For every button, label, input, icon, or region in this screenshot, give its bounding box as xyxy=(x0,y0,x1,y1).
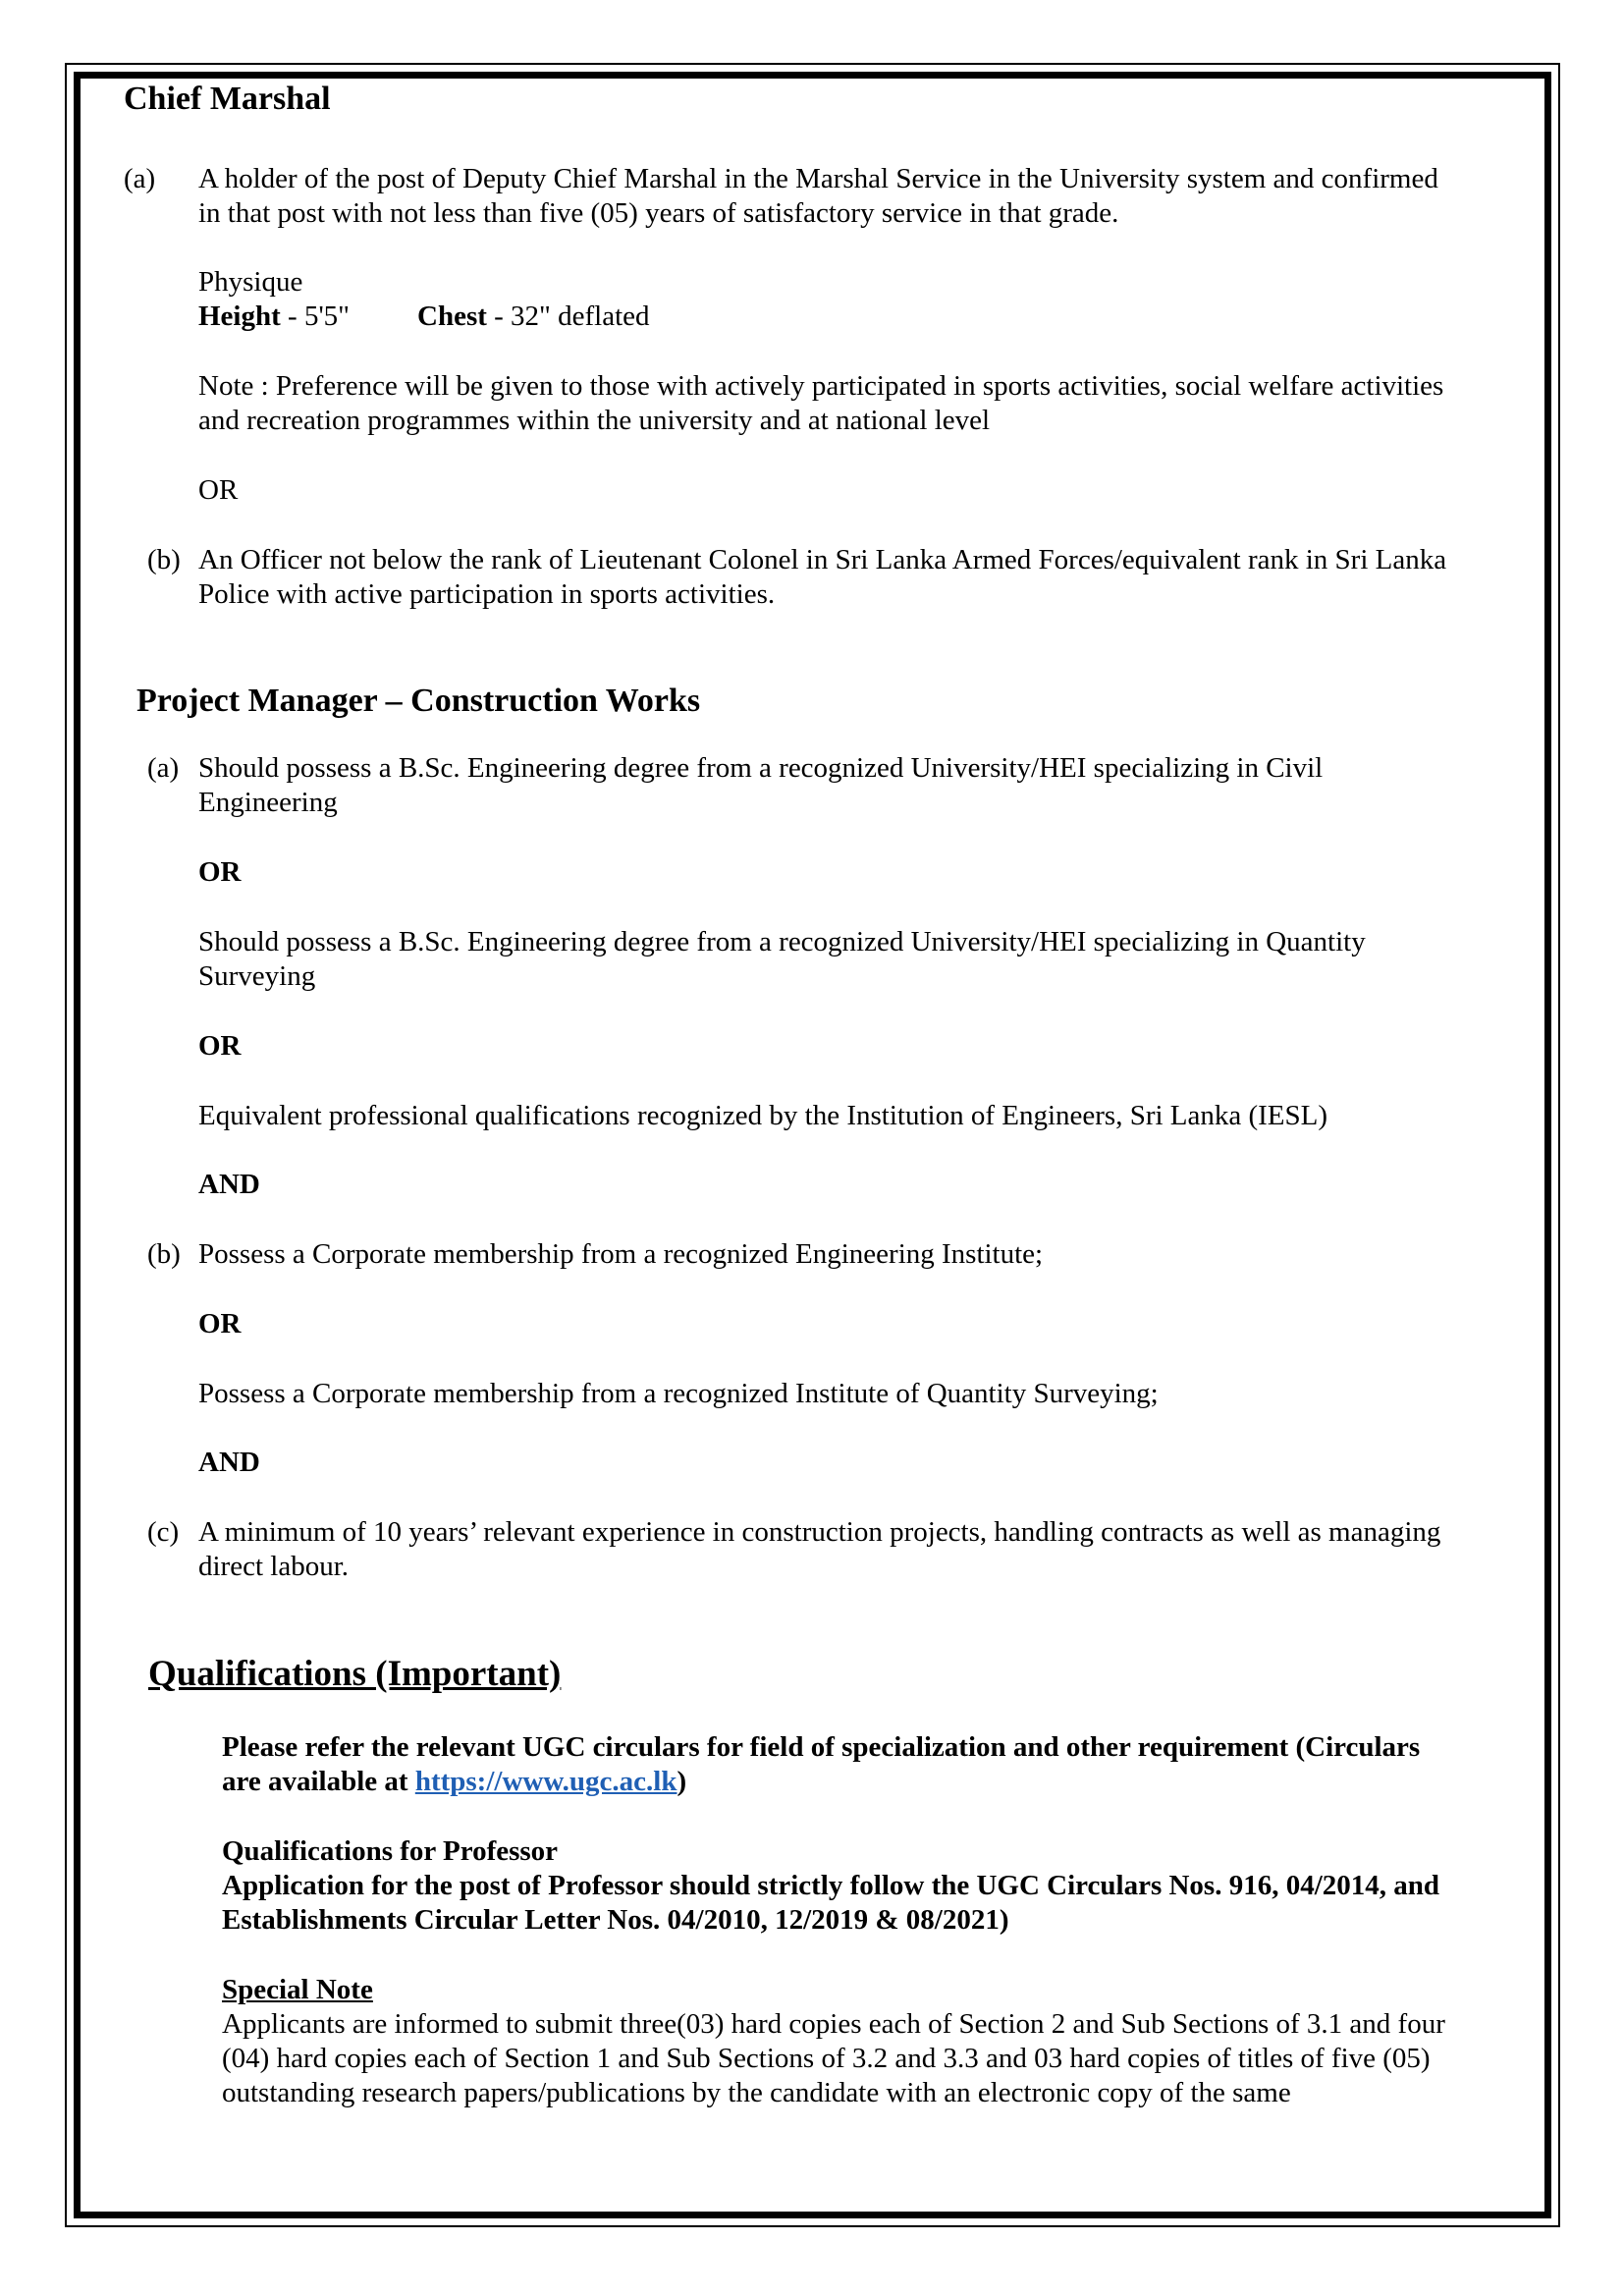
pm-c-line1: A minimum of 10 years’ relevant experience in construction projects, handling contracts as well as managing xyxy=(198,1516,1441,1548)
pm-a2-line2: Surveying xyxy=(198,960,316,992)
height-requirement xyxy=(198,300,350,334)
pm-b2: Possess a Corporate membership from a recognized Institute of Quantity Surveying; xyxy=(198,1378,1159,1409)
refer-line2-prefix: are available at xyxy=(222,1766,415,1797)
pm-c-marker: (c) xyxy=(147,1516,180,1548)
pm-and-1: AND xyxy=(198,1169,260,1200)
chief-marshal-a-line2: in that post with not less than five (05) years of satisfactory service in that grade. xyxy=(198,197,1119,229)
professor-line2: Establishments Circular Letter Nos. 04/2010, 12/2019 & 08/2021) xyxy=(222,1904,1009,1936)
pm-a-marker: (a) xyxy=(147,752,180,784)
pm-b1: Possess a Corporate membership from a recognized Engineering Institute; xyxy=(198,1238,1044,1270)
refer-line2-suffix: ) xyxy=(677,1766,687,1797)
pm-or-3: OR xyxy=(198,1308,242,1339)
refer-line2 xyxy=(222,1765,686,1799)
pm-a1-line2: Engineering xyxy=(198,787,338,818)
pm-b-marker: (b) xyxy=(147,1238,181,1270)
pm-c-line2: direct labour. xyxy=(198,1551,350,1582)
pm-a1-line1: Should possess a B.Sc. Engineering degree from a recognized University/HEI specializing in Civil xyxy=(198,752,1324,784)
chest-requirement xyxy=(417,300,650,334)
special-note-line2: (04) hard copies each of Section 1 and Sub Sections of 3.2 and 3.3 and 03 hard copies of titles of five (05) xyxy=(222,2043,1431,2074)
pm-or-1: OR xyxy=(198,856,242,888)
note-line1: Note : Preference will be given to those with actively participated in sports activities, social welfare activities xyxy=(198,370,1444,402)
special-note-line1: Applicants are informed to submit three(03) hard copies each of Section 2 and Sub Sections of 3.1 and four xyxy=(222,2008,1445,2040)
pm-a3: Equivalent professional qualifications recognized by the Institution of Engineers, Sri Lanka (IESL) xyxy=(198,1100,1328,1131)
chief-marshal-or: OR xyxy=(198,474,239,506)
chest-label: Chest xyxy=(417,301,487,332)
physique-label: Physique xyxy=(198,266,303,298)
chief-marshal-a-marker: (a) xyxy=(124,163,156,194)
pm-or-2: OR xyxy=(198,1030,242,1062)
chief-marshal-b-line1: An Officer not below the rank of Lieutenant Colonel in Sri Lanka Armed Forces/equivalent rank in Sri Lanka xyxy=(198,544,1447,575)
height-value: - 5'5" xyxy=(280,301,351,332)
chief-marshal-b-line2: Police with active participation in sports activities. xyxy=(198,578,776,610)
chest-value: - 32" deflated xyxy=(486,301,650,332)
chief-marshal-heading: Chief Marshal xyxy=(124,81,331,117)
qualifications-heading: Qualifications (Important) xyxy=(148,1654,562,1694)
refer-line1: Please refer the relevant UGC circulars for field of specialization and other requirement (Circulars xyxy=(222,1731,1421,1763)
project-manager-heading: Project Manager – Construction Works xyxy=(136,683,701,719)
chief-marshal-b-marker: (b) xyxy=(147,544,181,575)
special-note-title: Special Note xyxy=(222,1974,373,2005)
pm-a2-line1: Should possess a B.Sc. Engineering degree from a recognized University/HEI specializing in Quantity xyxy=(198,926,1366,957)
chief-marshal-a-line1: A holder of the post of Deputy Chief Marshal in the Marshal Service in the University system and confirmed xyxy=(198,163,1438,194)
note-line2: and recreation programmes within the university and at national level xyxy=(198,405,991,436)
professor-line1: Application for the post of Professor should strictly follow the UGC Circulars Nos. 916, 04/2014, and xyxy=(222,1870,1440,1901)
ugc-website-link[interactable]: https://www.ugc.ac.lk xyxy=(414,1766,677,1797)
height-label: Height xyxy=(198,301,281,332)
pm-and-2: AND xyxy=(198,1447,260,1478)
special-note-line3: outstanding research papers/publications by the candidate with an electronic copy of the same xyxy=(222,2077,1291,2108)
professor-qualifications-title: Qualifications for Professor xyxy=(222,1835,559,1867)
